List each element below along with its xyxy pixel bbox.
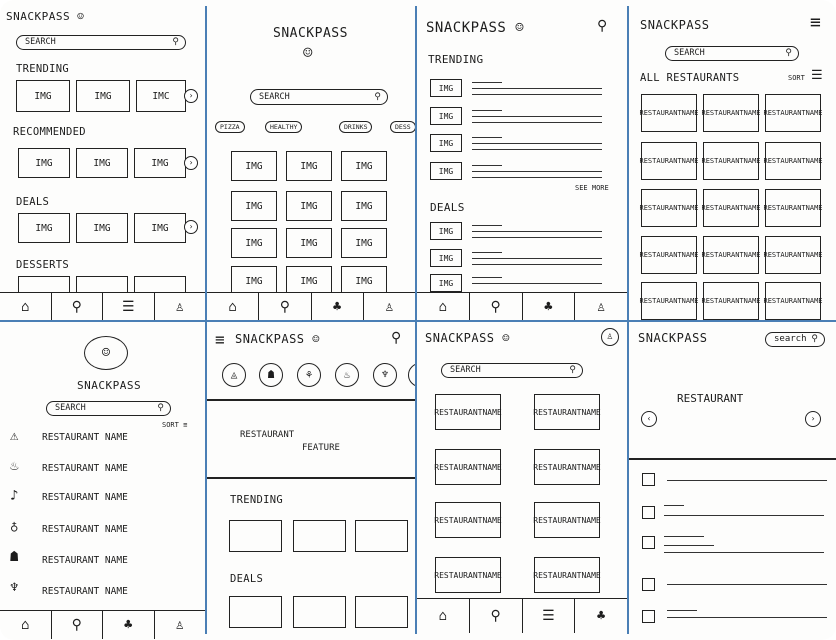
bottom-nav <box>0 610 205 639</box>
food-icon: ☗ <box>10 549 19 565</box>
fruit-icon: ♁ <box>10 519 19 535</box>
carrot-icon[interactable]: ⚘ <box>297 363 321 387</box>
restaurant-card[interactable]: RESTAURANT NAME <box>703 94 759 132</box>
noodle-icon: ♆ <box>10 580 19 596</box>
category-icon[interactable] <box>408 363 415 387</box>
checkbox[interactable] <box>642 578 655 591</box>
thumbnail[interactable]: IMG <box>286 266 332 296</box>
search-icon[interactable]: ⚲ <box>259 293 311 320</box>
divider <box>207 399 415 401</box>
restaurant-card[interactable]: RESTAURANT NAME <box>641 236 697 274</box>
thumbnail[interactable]: IMG <box>286 151 332 181</box>
screen-restaurant-cards <box>417 322 627 640</box>
thumbnail[interactable]: IMG <box>341 191 387 221</box>
section-title: TRENDING <box>16 63 69 75</box>
sort-icon[interactable]: ☰ <box>811 68 823 83</box>
restaurant-card[interactable]: RESTAURANT NAME <box>435 502 501 538</box>
checkbox[interactable] <box>642 506 655 519</box>
thumbnail[interactable]: IMG <box>430 79 462 97</box>
thumbnail[interactable]: IMG <box>430 162 462 180</box>
screen-all-restaurants <box>629 0 836 320</box>
thumbnail[interactable]: IMG <box>231 228 277 258</box>
checkbox[interactable] <box>642 473 655 486</box>
hamburger-menu-icon[interactable]: ≡ <box>810 12 821 33</box>
app-title: SNACKPASS ☺ <box>425 331 510 345</box>
restaurant-card[interactable]: RESTAURANT NAME <box>765 236 821 274</box>
chevron-right-icon[interactable]: › <box>184 220 198 234</box>
thumbnail[interactable]: IMG <box>430 222 462 240</box>
thumbnail[interactable]: IMG <box>134 148 186 178</box>
thumbnail[interactable] <box>229 596 282 628</box>
thumbnail[interactable]: IMG <box>76 148 128 178</box>
chevron-right-icon[interactable]: › <box>805 411 821 427</box>
home-icon[interactable]: ⌂ <box>417 599 470 633</box>
thumbnail[interactable]: IMG <box>341 151 387 181</box>
restaurant-card[interactable]: RESTAURANT NAME <box>435 394 501 430</box>
divider <box>207 477 415 479</box>
restaurant-card[interactable]: RESTAURANT NAME <box>703 282 759 320</box>
search-icon: ⚲ <box>157 403 164 413</box>
thumbnail[interactable] <box>293 596 346 628</box>
search-input[interactable]: SEARCH ⚲ <box>46 401 171 416</box>
profile-icon[interactable]: ♙ <box>601 328 619 346</box>
bottom-nav <box>417 292 627 320</box>
restaurant-card[interactable]: RESTAURANT NAME <box>534 394 600 430</box>
restaurant-name[interactable]: RESTAURANT NAME <box>42 555 128 566</box>
noodle-icon[interactable]: ♆ <box>373 363 397 387</box>
logo-icon: ☺ <box>84 336 128 370</box>
thumbnail[interactable]: IMG <box>231 151 277 181</box>
profile-icon[interactable]: ♙ <box>175 617 184 633</box>
search-button[interactable]: search ⚲ <box>765 332 825 347</box>
app-title: SNACKPASS ☺ <box>426 20 525 36</box>
search-icon[interactable]: ⚲ <box>52 293 104 320</box>
screen-restaurant-list <box>0 322 205 640</box>
feature-title: RESTAURANT <box>240 430 295 440</box>
thumbnail[interactable] <box>355 520 408 552</box>
screen-restaurant-detail <box>629 322 836 640</box>
feature-subtitle: FEATURE <box>302 443 340 453</box>
app-title: SNACKPASS ☺ <box>235 332 320 346</box>
screen-home-feed <box>0 0 205 320</box>
search-icon[interactable]: ⚲ <box>52 611 104 639</box>
receipt-icon[interactable]: ☰ <box>523 599 576 633</box>
thumbnail[interactable]: IMG <box>18 213 70 243</box>
divider <box>629 458 836 460</box>
restaurant-card[interactable]: RESTAURANT NAME <box>534 449 600 485</box>
screen-feature <box>207 322 415 640</box>
home-icon[interactable]: ⌂ <box>0 611 52 639</box>
thumbnail[interactable] <box>229 520 282 552</box>
restaurant-card[interactable]: RESTAURANT NAME <box>534 502 600 538</box>
restaurant-card[interactable]: RESTAURANT NAME <box>765 142 821 180</box>
search-icon: ⚲ <box>785 48 792 58</box>
thumbnail[interactable]: IMG <box>430 134 462 152</box>
app-title: SNACKPASS <box>640 18 710 32</box>
search-icon[interactable]: ⚲ <box>391 330 402 346</box>
pizza-icon[interactable]: ◬ <box>222 363 246 387</box>
restaurant-card[interactable]: RESTAURANT NAME <box>534 557 600 593</box>
search-icon[interactable]: ⚲ <box>597 18 608 34</box>
restaurant-card[interactable]: RESTAURANT NAME <box>765 282 821 320</box>
bottom-nav <box>0 292 205 320</box>
drumstick-icon: ♪ <box>10 488 19 504</box>
thumbnail[interactable]: IMG <box>430 274 462 292</box>
search-icon[interactable]: ⚲ <box>470 599 523 633</box>
app-title: SNACKPASS <box>638 331 708 345</box>
category-chip[interactable]: HEALTHY <box>265 121 302 133</box>
search-icon: ⚲ <box>569 365 576 375</box>
search-icon[interactable]: ⚲ <box>470 293 523 320</box>
search-input[interactable]: SEARCH ⚲ <box>16 35 186 50</box>
restaurant-card[interactable]: RESTAURANT NAME <box>703 142 759 180</box>
search-icon: ⚲ <box>172 37 179 47</box>
thumbnail[interactable]: IMG <box>231 266 277 296</box>
users-icon[interactable]: ♣ <box>312 293 364 320</box>
thumbnail[interactable]: IMG <box>16 80 70 112</box>
thumbnail[interactable]: IMG <box>76 213 128 243</box>
restaurant-card[interactable]: RESTAURANT NAME <box>765 94 821 132</box>
thumbnail[interactable]: IMC <box>136 80 186 112</box>
restaurant-name[interactable]: RESTAURANT NAME <box>42 524 128 535</box>
section-title: TRENDING <box>428 53 484 66</box>
home-icon[interactable]: ⌂ <box>0 293 52 320</box>
thumbnail[interactable]: IMG <box>286 191 332 221</box>
restaurant-card[interactable]: RESTAURANT NAME <box>641 142 697 180</box>
home-icon[interactable]: ⌂ <box>207 293 259 320</box>
restaurant-card[interactable]: RESTAURANT NAME <box>765 189 821 227</box>
drink-icon: ♨ <box>10 458 19 474</box>
section-title: DEALS <box>16 196 50 208</box>
receipt-icon[interactable]: ☰ <box>103 293 155 320</box>
logo-icon: ☺ <box>303 43 313 62</box>
thumbnail[interactable]: IMG <box>76 80 130 112</box>
category-chip[interactable]: DESS <box>390 121 415 133</box>
drink-icon[interactable]: ♨ <box>335 363 359 387</box>
chevron-right-icon[interactable]: › <box>184 156 198 170</box>
app-title: SNACKPASS <box>273 26 348 41</box>
restaurant-name[interactable]: RESTAURANT NAME <box>42 432 128 443</box>
restaurant-card[interactable]: RESTAURANT NAME <box>641 282 697 320</box>
restaurant-name[interactable]: RESTAURANT NAME <box>42 492 128 503</box>
checkbox[interactable] <box>642 536 655 549</box>
sort-label[interactable]: SORT ≡ <box>162 421 188 429</box>
thumbnail[interactable]: IMG <box>430 249 462 267</box>
screen-browse <box>207 0 415 320</box>
thumbnail[interactable]: IMG <box>341 228 387 258</box>
see-more-link[interactable]: SEE MORE <box>575 184 609 192</box>
chevron-left-icon[interactable]: ‹ <box>641 411 657 427</box>
restaurant-card[interactable]: RESTAURANT NAME <box>703 189 759 227</box>
restaurant-card[interactable]: RESTAURANT NAME <box>435 557 501 593</box>
food-icon[interactable]: ☗ <box>259 363 283 387</box>
section-title: DESSERTS <box>16 259 69 271</box>
thumbnail[interactable] <box>293 520 346 552</box>
bottom-nav <box>417 598 627 633</box>
search-icon: ⚲ <box>811 334 818 344</box>
thumbnail[interactable] <box>355 596 408 628</box>
chevron-right-icon[interactable]: › <box>184 89 198 103</box>
users-icon[interactable]: ♣ <box>596 608 606 624</box>
restaurant-title: RESTAURANT <box>677 392 744 405</box>
pizza-icon: ⚠ <box>10 428 19 444</box>
search-input[interactable]: SEARCH ⚲ <box>441 363 583 378</box>
users-icon[interactable]: ♣ <box>103 611 155 639</box>
restaurant-name[interactable]: RESTAURANT NAME <box>42 586 128 597</box>
thumbnail[interactable]: IMG <box>18 148 70 178</box>
thumbnail[interactable]: IMG <box>231 191 277 221</box>
section-title: DEALS <box>230 573 264 585</box>
section-title: DEALS <box>430 201 465 214</box>
section-title: RECOMMENDED <box>13 126 86 138</box>
bottom-nav <box>207 292 415 320</box>
sort-label[interactable]: SORT <box>788 74 805 82</box>
app-title: SNACKPASS ☺ <box>6 10 85 23</box>
home-icon[interactable]: ⌂ <box>417 293 470 320</box>
restaurant-card[interactable]: RESTAURANT NAME <box>641 94 697 132</box>
restaurant-card[interactable]: RESTAURANT NAME <box>703 236 759 274</box>
section-title: TRENDING <box>230 494 283 506</box>
thumbnail[interactable]: IMG <box>286 228 332 258</box>
profile-icon[interactable]: ♙ <box>596 299 606 315</box>
category-chip[interactable]: DRINKS <box>339 121 372 133</box>
category-chip[interactable]: PIZZA <box>215 121 245 133</box>
profile-icon[interactable]: ♙ <box>385 299 394 315</box>
search-input[interactable]: SEARCH ⚲ <box>250 89 388 105</box>
search-icon: ⚲ <box>374 92 381 102</box>
app-title: SNACKPASS <box>77 379 142 392</box>
search-input[interactable]: SEARCH ⚲ <box>665 46 799 61</box>
users-icon[interactable]: ♣ <box>523 293 576 320</box>
hamburger-menu-icon[interactable]: ≡ <box>215 330 225 349</box>
restaurant-name[interactable]: RESTAURANT NAME <box>42 463 128 474</box>
thumbnail[interactable]: IMG <box>341 266 387 296</box>
section-title: ALL RESTAURANTS <box>640 72 740 84</box>
restaurant-card[interactable]: RESTAURANT NAME <box>435 449 501 485</box>
restaurant-card[interactable]: RESTAURANT NAME <box>641 189 697 227</box>
thumbnail[interactable]: IMG <box>134 213 186 243</box>
checkbox[interactable] <box>642 610 655 623</box>
thumbnail[interactable]: IMG <box>430 107 462 125</box>
screen-trending-deals <box>417 0 627 320</box>
profile-icon[interactable]: ♙ <box>175 299 184 315</box>
